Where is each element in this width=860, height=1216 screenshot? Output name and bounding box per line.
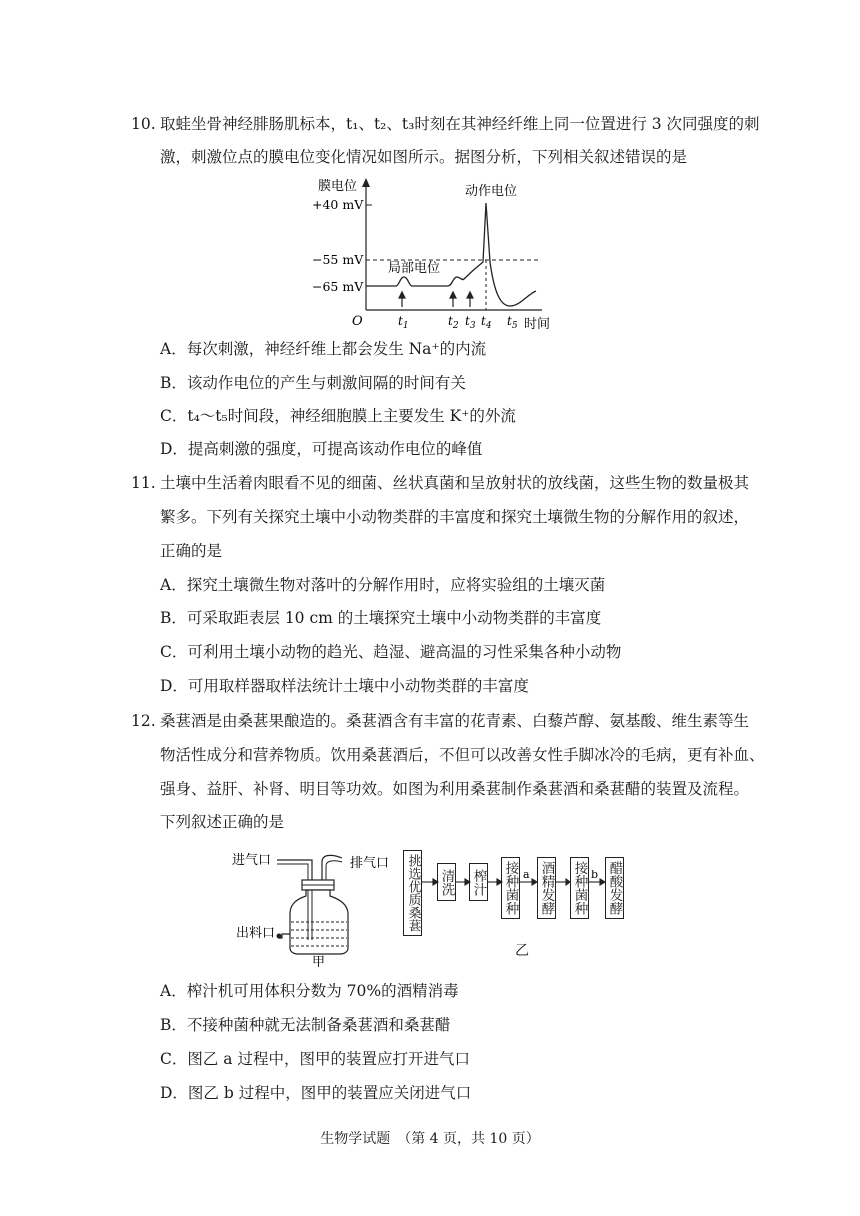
y-tick-65: −65 mV	[312, 279, 364, 294]
step-select-fruit: 挑选优质桑葚	[403, 850, 422, 936]
q11-stem-line3: 正确的是	[160, 542, 223, 560]
q11-option-a: A．探究土壤微生物对落叶的分解作用时，应将实验组的土壤灭菌	[160, 576, 606, 594]
label-yi: 乙	[515, 943, 529, 959]
q10-option-b: B．该动作电位的产生与刺激间隔的时间有关	[160, 374, 466, 392]
step-inoculate-1: 接种菌种	[501, 857, 520, 919]
q12-option-b: B．不接种菌种就无法制备桑葚酒和桑葚醋	[160, 1016, 451, 1034]
q10-option-c: C．t₄～t₅时间段，神经细胞膜上主要发生 K⁺的外流	[160, 407, 516, 425]
discharge-label: 出料口	[236, 926, 276, 941]
origin-label: O	[352, 314, 363, 329]
x-tick-t5: $t_5$	[507, 314, 518, 331]
x-tick-t2: $t_2$	[448, 314, 459, 331]
q12-option-a: A．榨汁机可用体积分数为 70%的酒精消毒	[160, 982, 459, 1000]
y-axis-title: 膜电位	[318, 179, 358, 194]
q11-number: 11.	[131, 474, 156, 492]
y-axis-arrow	[362, 178, 370, 187]
step-alcohol-fermentation: 酒精发酵	[537, 857, 556, 919]
q11-option-b: B．可采取距表层 10 cm 的土壤探究土壤中小动物类群的丰富度	[160, 609, 602, 627]
q10-option-a: A．每次刺激，神经纤维上都会发生 Na⁺的内流	[160, 340, 487, 358]
q11-option-c: C．可利用土壤小动物的趋光、趋湿、避高温的习性采集各种小动物	[160, 643, 622, 661]
q11-stem-line2: 繁多。下列有关探究土壤中小动物类群的丰富度和探究土壤微生物的分解作用的叙述，	[160, 508, 750, 526]
label-action-potential: 动作电位	[465, 184, 518, 199]
q12-number: 12.	[131, 712, 156, 730]
arrow-b-label: b	[591, 870, 599, 881]
q12-stem-line1: 桑葚酒是由桑葚果酿造的。桑葚酒含有丰富的花青素、白藜芦醇、氨基酸、维生素等生	[160, 712, 750, 730]
q10-number: 10.	[131, 115, 156, 133]
potential-curve	[366, 203, 536, 306]
flow-arrows	[420, 870, 610, 900]
x-tick-t3: $t_3$	[465, 314, 476, 331]
outlet-tube	[322, 855, 342, 882]
q10-stem-line2: 激，刺激位点的膜电位变化情况如图所示。据图分析，下列相关叙述错误的是	[160, 148, 688, 166]
label-jia: 甲	[312, 955, 326, 967]
q12-stem-line2: 物活性成分和营养物质。饮用桑葚酒后，不但可以改善女性手脚冰冷的毛病，更有补血、	[160, 746, 765, 764]
q12-stem-line3: 强身、益肝、补肾、明目等功效。如图为利用桑葚制作桑葚酒和桑葚醋的装置及流程。	[160, 780, 750, 798]
page-footer: 生物学试题 （第 4 页，共 10 页）	[320, 1131, 540, 1147]
y-tick-55: −55 mV	[312, 252, 364, 267]
step-acetic-fermentation: 醋酸发酵	[605, 857, 624, 919]
step-juice: 榨汁	[469, 863, 488, 901]
q12-option-c: C．图乙 a 过程中，图甲的装置应打开进气口	[160, 1050, 470, 1068]
step-wash: 清洗	[437, 863, 456, 901]
q11-option-d: D．可用取样器取样法统计土壤中小动物类群的丰富度	[160, 677, 529, 695]
arrow-a-label: a	[523, 870, 530, 881]
label-local-potential: 局部电位	[388, 261, 441, 276]
x-axis-title: 时间	[524, 317, 551, 332]
q10-option-d: D．提高刺激的强度，可提高该动作电位的峰值	[160, 440, 483, 458]
x-tick-t1: $t_1$	[398, 314, 409, 331]
q11-stem-line1: 土壤中生活着肉眼看不见的细菌、丝状真菌和呈放射状的放线菌，这些生物的数量极其	[160, 474, 750, 492]
fermentation-apparatus	[232, 842, 392, 967]
y-tick-40: +40 mV	[312, 197, 364, 212]
inlet-label: 进气口	[232, 853, 272, 868]
q12-option-d: D．图乙 b 过程中，图甲的装置应关闭进气口	[160, 1084, 472, 1102]
x-tick-t4: $t_4$	[481, 314, 492, 331]
q10-stem-line1: 取蛙坐骨神经腓肠肌标本，t₁、t₂、t₃时刻在其神经纤维上同一位置进行 3 次同强度的刺	[160, 115, 760, 133]
step-inoculate-2: 接种菌种	[570, 857, 589, 919]
q12-stem-line4: 下列叙述正确的是	[160, 813, 285, 831]
outlet-label: 排气口	[350, 856, 390, 871]
membrane-potential-figure	[300, 173, 570, 333]
